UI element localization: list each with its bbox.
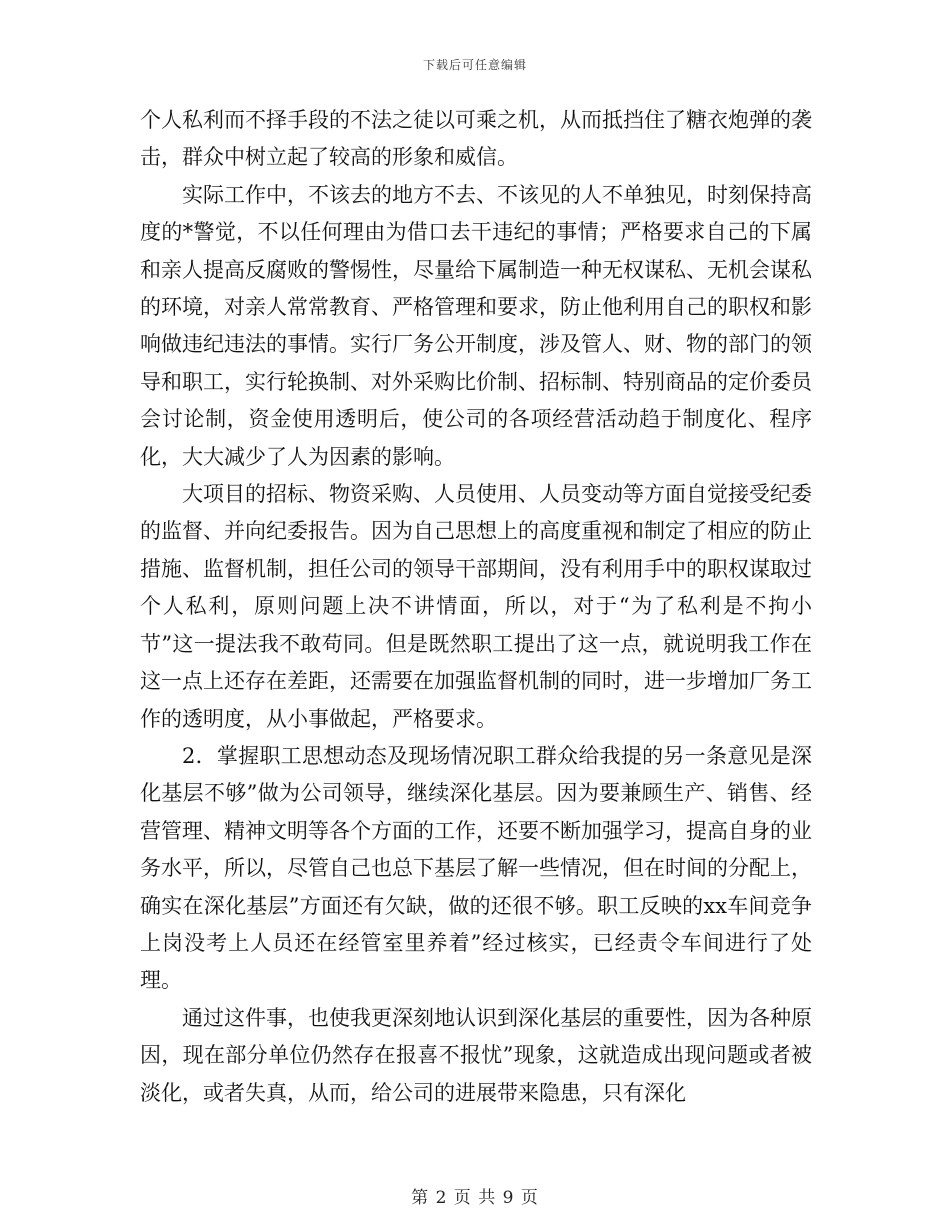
document-body — [140, 102, 812, 1112]
page-footer: 第 2 页 共 9 页 — [411, 1188, 539, 1208]
page-header: 下载后可任意编辑 — [422, 58, 527, 72]
paragraph-work-practice: 实际工作中，不该去的地方不去、不该见的人不单独见，时刻保持高度的*警觉，不以任何理由为借口去干违纪的事情；严格要求自己的下属和亲人提高反腐败的警惕性，尽量给下属制造一种无权谋私、无机会谋私的环境，对亲人常常教育、严格管理和要求，防止他利用自己的职权和影响做违纪违法的事情。实行厂务公开制度，涉及管人、财、物的部门的领导和职工，实行轮换制、对外采购比价制、招标制、特别商品的定价委员会讨论制，资金使用透明后，使公司的各项经营活动趋于制度化、程序化，大大减少了人为因素的影响。 — [140, 182, 812, 469]
paragraph-grassroots: 通过这件事，也使我更深刻地认识到深化基层的重要性，因为各种原因，现在部分单位仍然存在报喜不报忧”现象，这就造成出现问题或者被淡化，或者失真，从而，给公司的进展带来隐患，只有深化 — [140, 1005, 812, 1105]
paragraph-supervision: 大项目的招标、物资采购、人员使用、人员变动等方面自觉接受纪委的监督、并向纪委报告。因为自己思想上的高度重视和制定了相应的防止措施、监督机制，担任公司的领导干部期间，没有利用手中的职权谋取过个人私利，原则问题上决不讲情面，所以，对于“为了私利是不拘小节”这一提法我不敢苟同。但是既然职工提出了这一点，就说明我工作在这一点上还存在差距，还需要在加强监督机制的同时，进一步增加厂务工作的透明度，从小事做起，严格要求。 — [140, 482, 812, 731]
paragraph-continuation: 个人私利而不择手段的不法之徒以可乘之机，从而抵挡住了糖衣炮弹的袭击，群众中树立起了较高的形象和威信。 — [140, 108, 812, 170]
paragraph-point-2: 2．掌握职工思想动态及现场情况职工群众给我提的另一条意见是深化基层不够”做为公司领导，继续深化基层。因为要兼顾生产、销售、经营管理、精神文明等各个方面的工作，还要不断加强学习，提高自身的业务水平，所以，尽管自己也总下基层了解一些情况，但在时间的分配上，确实在深化基层”方面还有欠缺，做的还很不够。职工反映的xx车间竞争上岗没考上人员还在经管室里养着”经过核实，已经责令车间进行了处理。 — [140, 743, 812, 993]
